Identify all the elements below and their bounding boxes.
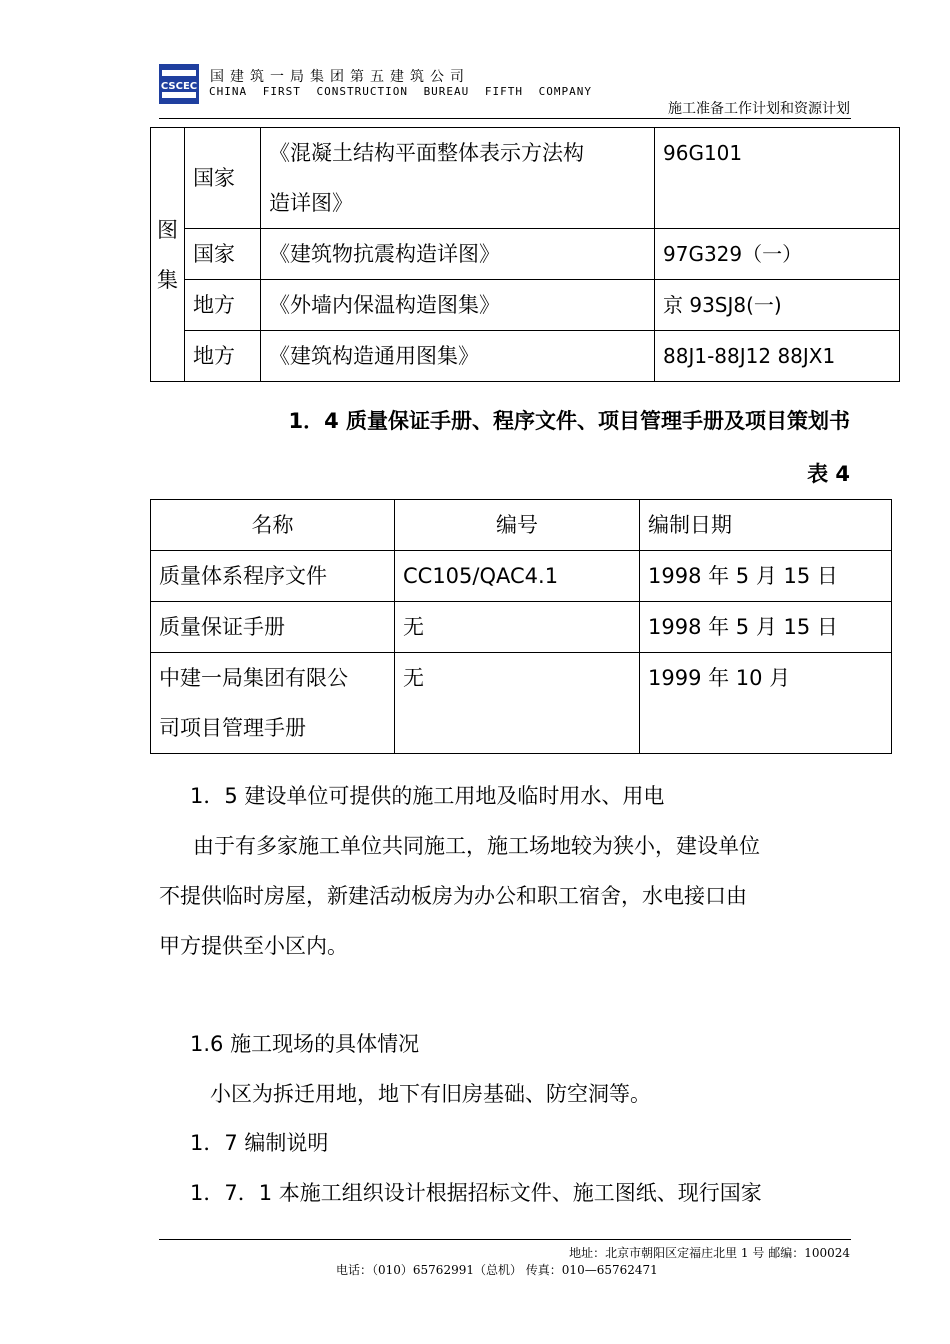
code-cell: 88J1-88J12 88JX1 xyxy=(655,331,900,382)
name-cell xyxy=(151,653,395,754)
atlas-table xyxy=(150,127,900,382)
level-cell: 国家 xyxy=(185,229,261,280)
paragraph-line: 不提供临时房屋，新建活动板房为办公和职工宿舍，水电接口由 xyxy=(159,884,747,908)
code-cell: 无 xyxy=(395,653,640,754)
footer-phone: 电话：（010）65762991（总机） 传真：010—65762471 xyxy=(336,1263,658,1277)
section-heading-1-4: 1．4 质量保证手册、程序文件、项目管理手册及项目策划书 xyxy=(288,409,850,433)
footer-rule xyxy=(159,1239,851,1240)
paragraph-line: 由于有多家施工单位共同施工，施工场地较为狭小，建设单位 xyxy=(193,834,760,858)
manuals-table xyxy=(150,499,892,754)
column-header: 名称 xyxy=(151,500,395,551)
category-char: 图 xyxy=(157,217,178,242)
name-cell: 《外墙内保温构造图集》 xyxy=(261,280,655,331)
category-char: 集 xyxy=(157,267,178,292)
level-cell: 地方 xyxy=(185,331,261,382)
name-cell: 《建筑构造通用图集》 xyxy=(261,331,655,382)
table-row xyxy=(151,602,892,653)
code-cell: 京 93SJ8(一) xyxy=(655,280,900,331)
paragraph-line: 甲方提供至小区内。 xyxy=(159,934,348,958)
table-row xyxy=(151,653,892,754)
code-cell: 无 xyxy=(395,602,640,653)
category-cell xyxy=(151,128,185,382)
column-header: 编制日期 xyxy=(640,500,892,551)
table-row xyxy=(151,280,900,331)
logo-text: CSCEC xyxy=(160,81,198,92)
company-logo xyxy=(159,64,199,104)
section-heading-1-7: 1．7 编制说明 xyxy=(190,1131,329,1155)
level-cell: 国家 xyxy=(185,128,261,229)
section-heading-1-6: 1.6 施工现场的具体情况 xyxy=(190,1032,420,1056)
document-title: 施工准备工作计划和资源计划 xyxy=(668,101,850,117)
level-cell: 地方 xyxy=(185,280,261,331)
table-header-row xyxy=(151,500,892,551)
company-name-cn: 国建筑一局集团第五建筑公司 xyxy=(210,69,470,85)
code-cell: 97G329（一） xyxy=(655,229,900,280)
table-row xyxy=(151,128,900,229)
date-cell: 1998 年 5 月 15 日 xyxy=(640,551,892,602)
name-cell: 《建筑物抗震构造详图》 xyxy=(261,229,655,280)
table-label: 表 4 xyxy=(807,462,850,486)
code-cell: 96G101 xyxy=(655,128,900,229)
table-row xyxy=(151,331,900,382)
table-row xyxy=(151,551,892,602)
name-line: 中建一局集团有限公 xyxy=(159,666,348,690)
header-rule xyxy=(159,118,851,119)
name-cell: 质量体系程序文件 xyxy=(151,551,395,602)
name-line: 司项目管理手册 xyxy=(159,716,306,740)
paragraph-line: 小区为拆迁用地，地下有旧房基础、防空洞等。 xyxy=(210,1082,651,1106)
table-row xyxy=(151,229,900,280)
name-line: 造详图》 xyxy=(269,191,353,215)
name-line: 《混凝土结构平面整体表示方法构 xyxy=(269,141,584,165)
subsection-1-7-1: 1．7．1 本施工组织设计根据招标文件、施工图纸、现行国家 xyxy=(190,1181,762,1205)
company-name-en: CHINA FIRST CONSTRUCTION BUREAU FIFTH COMPANY xyxy=(209,85,593,98)
column-header: 编号 xyxy=(395,500,640,551)
date-cell: 1998 年 5 月 15 日 xyxy=(640,602,892,653)
section-heading-1-5: 1．5 建设单位可提供的施工用地及临时用水、用电 xyxy=(190,784,665,808)
name-cell: 质量保证手册 xyxy=(151,602,395,653)
name-cell xyxy=(261,128,655,229)
code-cell: CC105/QAC4.1 xyxy=(395,551,640,602)
footer-address: 地址：北京市朝阳区定福庄北里 1 号 邮编：100024 xyxy=(569,1246,850,1260)
date-cell: 1999 年 10 月 xyxy=(640,653,892,754)
